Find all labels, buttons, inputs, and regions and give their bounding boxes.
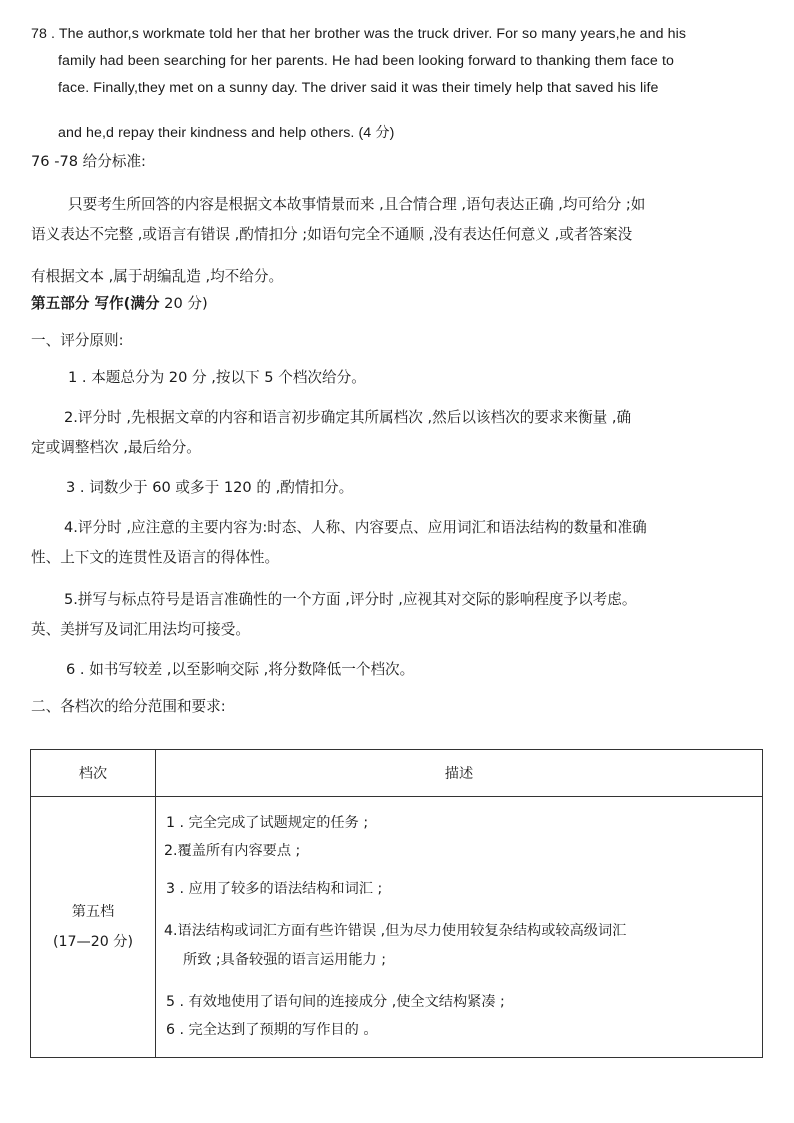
q78-line-2: family had been searching for her parents. He had been looking forward to thanking them face to — [58, 53, 674, 69]
principle-item-3: 3 . 词数少于 60 或多于 120 的 ,酌情扣分。 — [66, 479, 354, 496]
table-row — [31, 797, 763, 1058]
desc-item-3: 3 . 应用了较多的语法结构和词汇 ; — [166, 881, 383, 897]
grade-table — [30, 749, 763, 1058]
scoring-line-1: 只要考生所回答的内容是根据文本故事情景而来 ,且合情合理 ,语句表达正确 ,均可给分 ;如 — [68, 196, 646, 213]
desc-item-4-line-1: 4.语法结构或词汇方面有些许错误 ,但为尽力使用较复杂结构或较高级词汇 — [164, 923, 627, 939]
part5-title-bold: 第五部分 写作( — [31, 295, 131, 312]
principle-item-2-line-2: 定或调整档次 ,最后给分。 — [31, 439, 201, 456]
principles-heading: 一、评分原则: — [31, 332, 124, 349]
table-header-description: 描述 — [156, 750, 763, 797]
principle-item-5-line-2: 英、美拼写及词汇用法均可接受。 — [31, 621, 250, 638]
principle-item-4-line-1: 4.评分时 ,应注意的主要内容为:时态、人称、内容要点、应用词汇和语法结构的数量和准确 — [64, 519, 647, 536]
principle-item-2-line-1: 2.评分时 ,先根据文章的内容和语言初步确定其所属档次 ,然后以该档次的要求来衡量 ,确 — [64, 409, 632, 426]
level-cell — [31, 797, 156, 1058]
table-header-level: 档次 — [31, 750, 156, 797]
principle-item-5-line-1: 5.拼写与标点符号是语言准确性的一个方面 ,评分时 ,应视其对交际的影响程度予以考虑。 — [64, 591, 637, 608]
desc-item-1: 1 . 完全完成了试题规定的任务 ; — [166, 815, 369, 831]
part5-title-mid: 满分 — [130, 295, 160, 312]
part5-title — [31, 294, 208, 314]
principle-item-6: 6 . 如书写较差 ,以至影响交际 ,将分数降低一个档次。 — [66, 661, 415, 678]
principle-item-1: 1 . 本题总分为 20 分 ,按以下 5 个档次给分。 — [68, 369, 366, 386]
q78-line-1: 78 . The author,s workmate told her that her brother was the truck driver. For so many years,he and his — [31, 26, 687, 42]
part5-title-end: 20 分) — [159, 295, 208, 312]
description-cell — [156, 797, 763, 1058]
desc-item-2: 2.覆盖所有内容要点 ; — [164, 843, 301, 859]
table-header-row — [31, 750, 763, 797]
scoring-line-2: 语义表达不完整 ,或语言有错误 ,酌情扣分 ;如语句完全不通顺 ,没有表达任何意义 ,或者答案没 — [31, 226, 633, 243]
level-name: 第五档 — [71, 904, 115, 920]
desc-item-5: 5 . 有效地使用了语句间的连接成分 ,使全文结构紧凑 ; — [166, 994, 505, 1010]
principle-item-4-line-2: 性、上下文的连贯性及语言的得体性。 — [31, 549, 280, 566]
level-range: (17—20 分) — [52, 934, 134, 950]
q78-line-4: and he,d repay their kindness and help others. (4 分) — [58, 125, 395, 141]
desc-item-4-line-2: 所致 ;具备较强的语言运用能力 ; — [183, 952, 387, 968]
q78-line-3: face. Finally,they met on a sunny day. The driver said it was their timely help that saved his life — [58, 80, 659, 96]
desc-item-6: 6 . 完全达到了预期的写作目的 。 — [166, 1022, 378, 1038]
ranges-heading: 二、各档次的给分范围和要求: — [31, 698, 226, 715]
scoring-heading: 76 -78 给分标准: — [31, 153, 146, 170]
scoring-line-3: 有根据文本 ,属于胡编乱造 ,均不给分。 — [31, 268, 284, 285]
